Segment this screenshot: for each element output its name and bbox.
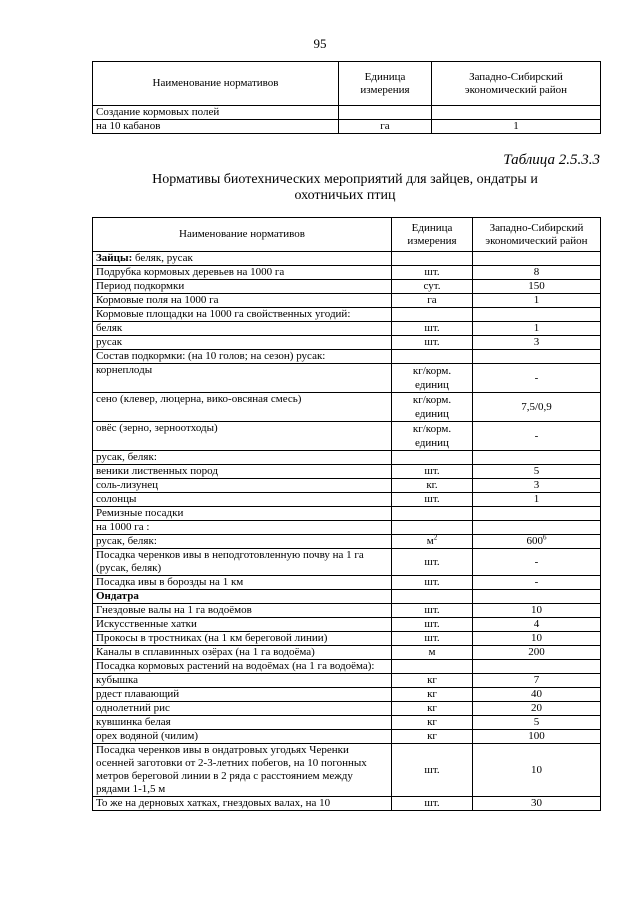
row-unit: $м^2$	[392, 535, 473, 549]
row-value: 100	[473, 730, 601, 744]
row-value: 1	[473, 493, 601, 507]
table-row	[93, 646, 601, 660]
table-caption: Таблица 2.5.3.3	[503, 152, 600, 168]
row-unit	[392, 660, 473, 674]
row-unit: шт.	[392, 336, 473, 350]
row-unit: сут.	[392, 280, 473, 294]
row-value: 8	[473, 266, 601, 280]
table-row	[93, 660, 601, 674]
row-name: беляк	[93, 322, 392, 336]
table-row	[93, 350, 601, 364]
table-row	[93, 632, 601, 646]
row-unit: шт.	[392, 744, 473, 797]
row-name: орех водяной (чилим)	[93, 730, 392, 744]
row-value: 7	[473, 674, 601, 688]
row-name: Период подкормки	[93, 280, 392, 294]
section-hares-label: Зайцы:	[96, 252, 133, 264]
table-row	[93, 106, 601, 120]
row-name: кубышка	[93, 674, 392, 688]
row-value: 5	[473, 716, 601, 730]
table-row	[93, 618, 601, 632]
row-name: Посадка черенков ивы в ондатровых угодьях Черенки осенней заготовки от 2-3-летних побегов, на 10 погонных метров береговой линии в 2 ряда с расстоянием между рядами 1-1,5 м	[93, 744, 392, 797]
row-name: Посадка черенков ивы в неподготовленную почву на 1 га (русак, беляк)	[93, 549, 392, 576]
row-name: Гнездовые валы на 1 га водоёмов	[93, 604, 392, 618]
row-unit: шт.	[392, 604, 473, 618]
table-title: Нормативы биотехнических мероприятий для зайцев, ондатры и охотничьих птиц	[152, 172, 538, 203]
row-unit: шт.	[392, 465, 473, 479]
row-unit: кг	[392, 716, 473, 730]
row-value: -	[473, 549, 601, 576]
row-value: 200	[473, 646, 601, 660]
row-unit: шт.	[392, 632, 473, 646]
header-region: Западно-Сибирский экономический район	[473, 218, 601, 252]
row-unit	[392, 521, 473, 535]
row-name: на 1000 га :	[93, 521, 392, 535]
row-name: корнеплоды	[93, 364, 392, 393]
table-row	[93, 604, 601, 618]
row-name: Посадка ивы в борозды на 1 км	[93, 576, 392, 590]
row-value: 1	[473, 322, 601, 336]
page-number: 95	[313, 36, 327, 51]
row-unit: шт.	[392, 266, 473, 280]
section-muskrat-label: Ондатра	[96, 590, 139, 602]
row-name: солонцы	[93, 493, 392, 507]
row-value: 5	[473, 465, 601, 479]
table-row	[93, 797, 601, 811]
row-value: 10	[473, 604, 601, 618]
table-row	[93, 521, 601, 535]
table-row	[93, 451, 601, 465]
row-value: 150	[473, 280, 601, 294]
table-row	[93, 576, 601, 590]
row-name: рдест плавающий	[93, 688, 392, 702]
table-row	[93, 674, 601, 688]
table-row	[93, 364, 601, 393]
table-row	[93, 702, 601, 716]
row-unit: кг	[392, 688, 473, 702]
row-name: однолетний рис	[93, 702, 392, 716]
table-row	[93, 294, 601, 308]
row-value: 7,5/0,9	[473, 393, 601, 422]
row-value: 40	[473, 688, 601, 702]
row-value	[473, 451, 601, 465]
row-unit	[392, 507, 473, 521]
row-name: Ремизные посадки	[93, 507, 392, 521]
row-unit: шт.	[392, 549, 473, 576]
table-row	[93, 549, 601, 576]
row-value: -	[473, 364, 601, 393]
row-unit: га	[392, 294, 473, 308]
row-value	[473, 308, 601, 322]
table-biotech	[92, 217, 601, 811]
row-value: 4	[473, 618, 601, 632]
table-row	[93, 688, 601, 702]
row-unit: м	[392, 646, 473, 660]
row-unit	[392, 350, 473, 364]
section-muskrat-row	[93, 590, 601, 604]
row-unit: га	[339, 120, 432, 134]
row-name: Кормовые поля на 1000 га	[93, 294, 392, 308]
row-value: 3	[473, 479, 601, 493]
row-name: на 10 кабанов	[93, 120, 339, 134]
row-name: Прокосы в тростниках (на 1 км береговой линии)	[93, 632, 392, 646]
row-name: веники лиственных пород	[93, 465, 392, 479]
row-name: Состав подкормки: (на 10 голов; на сезон) русак:	[93, 350, 392, 364]
row-unit: кг	[392, 674, 473, 688]
header-name: Наименование нормативов	[93, 62, 339, 106]
row-name: сено (клевер, люцерна, вико-овсяная смесь)	[93, 393, 392, 422]
table-row	[93, 422, 601, 451]
row-name: То же на дерновых хатках, гнездовых валах, на 10	[93, 797, 392, 811]
unit-superscript: 2	[433, 533, 438, 542]
section-hares	[93, 252, 392, 266]
table-row	[93, 730, 601, 744]
header-name: Наименование нормативов	[93, 218, 392, 252]
row-value: 10	[473, 744, 601, 797]
value-superscript: 6	[543, 533, 547, 542]
row-name: русак, беляк:	[93, 451, 392, 465]
table-row	[93, 507, 601, 521]
row-value: 20	[473, 702, 601, 716]
row-unit	[339, 106, 432, 120]
row-value: 10	[473, 632, 601, 646]
row-unit: кг/корм. единиц	[392, 364, 473, 393]
row-unit: кг.	[392, 479, 473, 493]
row-name: Посадка кормовых растений на водоёмах (на 1 га водоёма):	[93, 660, 392, 674]
row-name: кувшинка белая	[93, 716, 392, 730]
row-value	[473, 521, 601, 535]
row-unit: кг	[392, 730, 473, 744]
table-row	[93, 465, 601, 479]
row-name: Подрубка кормовых деревьев на 1000 га	[93, 266, 392, 280]
section-muskrat	[93, 590, 392, 604]
row-name: Кормовые площадки на 1000 га свойственных угодий:	[93, 308, 392, 322]
row-unit: шт.	[392, 322, 473, 336]
table-row	[93, 280, 601, 294]
row-value: $600^6$	[473, 535, 601, 549]
row-value: 3	[473, 336, 601, 350]
section-hares-rest: беляк, русак	[132, 252, 193, 264]
row-unit: кг/корм. единиц	[392, 393, 473, 422]
row-value: -	[473, 422, 601, 451]
row-unit: кг	[392, 702, 473, 716]
row-name: овёс (зерно, зерноотходы)	[93, 422, 392, 451]
row-name: Создание кормовых полей	[93, 106, 339, 120]
header-region: Западно-Сибирский экономический район	[432, 62, 601, 106]
table-kaban	[92, 61, 601, 134]
row-name: Искусственные хатки	[93, 618, 392, 632]
row-value	[432, 106, 601, 120]
row-unit: шт.	[392, 797, 473, 811]
row-unit	[392, 308, 473, 322]
table-row	[93, 322, 601, 336]
row-name: соль-лизунец	[93, 479, 392, 493]
row-value	[473, 660, 601, 674]
row-value: -	[473, 576, 601, 590]
row-value: 30	[473, 797, 601, 811]
table-row	[93, 535, 601, 549]
table-row	[93, 266, 601, 280]
row-name: русак	[93, 336, 392, 350]
table-row	[93, 716, 601, 730]
table-row	[93, 393, 601, 422]
row-value: 1	[432, 120, 601, 134]
row-unit: шт.	[392, 576, 473, 590]
table-row	[93, 336, 601, 350]
row-name: Каналы в сплавинных озёрах (на 1 га водоёма)	[93, 646, 392, 660]
table-row	[93, 479, 601, 493]
row-name: русак, беляк:	[93, 535, 392, 549]
row-unit: шт.	[392, 493, 473, 507]
row-unit	[392, 451, 473, 465]
table-row	[93, 308, 601, 322]
row-value: 1	[473, 294, 601, 308]
table-row	[93, 493, 601, 507]
header-unit: Единица измерения	[339, 62, 432, 106]
table-row	[93, 120, 601, 134]
row-value	[473, 350, 601, 364]
table-row	[93, 744, 601, 797]
row-unit: кг/корм. единиц	[392, 422, 473, 451]
row-unit: шт.	[392, 618, 473, 632]
row-value	[473, 507, 601, 521]
header-unit: Единица измерения	[392, 218, 473, 252]
